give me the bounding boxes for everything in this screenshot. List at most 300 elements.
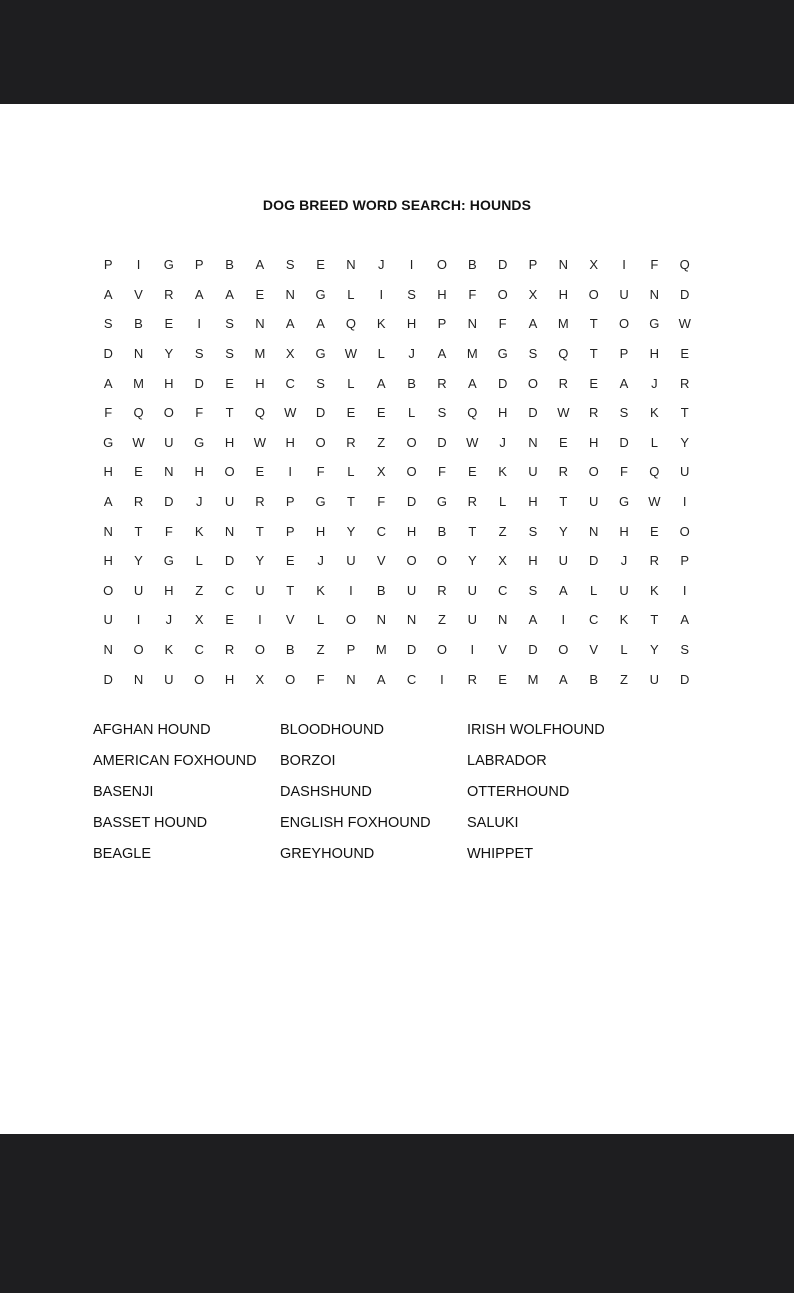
grid-letter: I: [349, 582, 353, 598]
grid-letter: J: [378, 257, 385, 273]
grid-letter: Q: [254, 405, 265, 421]
grid-letter: P: [619, 346, 629, 362]
grid-letter: M: [466, 346, 478, 362]
grid-letter: B: [225, 257, 234, 273]
grid-letter: C: [194, 642, 204, 658]
grid-letter: U: [346, 553, 356, 569]
grid-letter: K: [316, 582, 325, 598]
grid-letter: Y: [650, 642, 659, 658]
grid-letter: P: [103, 257, 113, 273]
grid-letter: E: [255, 286, 265, 302]
grid-letter: O: [103, 582, 114, 598]
grid-letter: H: [103, 464, 113, 480]
grid-letter: L: [650, 434, 658, 450]
grid-letter: M: [254, 346, 266, 362]
word-column: [93, 721, 257, 876]
grid-letter: S: [528, 582, 538, 598]
page-title: DOG BREED WORD SEARCH: HOUNDS: [262, 197, 532, 213]
grid-letter: Q: [558, 346, 569, 362]
grid-letter: E: [225, 612, 234, 628]
grid-letter: B: [589, 671, 598, 687]
grid-letter: H: [164, 582, 174, 598]
grid-letter: O: [527, 375, 539, 391]
grid-letter: C: [224, 582, 235, 598]
grid-letter: T: [225, 405, 234, 421]
grid-letter: N: [133, 346, 144, 362]
grid-letter: A: [467, 375, 477, 391]
grid-letter: T: [286, 582, 295, 598]
grid-letter: W: [648, 494, 661, 510]
grid-letter: F: [195, 405, 204, 421]
grid-letter: R: [133, 494, 144, 510]
grid-letter: N: [255, 316, 265, 332]
grid-letter: D: [528, 642, 538, 658]
grid-letter: D: [680, 671, 690, 687]
grid-letter: I: [682, 494, 687, 510]
grid-letter: F: [316, 464, 325, 480]
grid-letter: E: [285, 553, 295, 569]
grid-letter: E: [134, 464, 143, 480]
grid-row: [93, 635, 700, 665]
grid-letter: G: [103, 434, 114, 450]
grid-letter: O: [133, 642, 144, 658]
grid-letter: R: [680, 375, 690, 391]
grid-letter: O: [194, 671, 205, 687]
grid-letter: U: [558, 553, 569, 569]
grid-letter: W: [132, 434, 145, 450]
word-item: BASSET HOUND: [93, 815, 208, 831]
grid-letter: H: [558, 286, 569, 302]
grid-letter: A: [680, 612, 690, 628]
grid-letter: N: [164, 464, 174, 480]
grid-letter: Q: [679, 257, 690, 273]
grid-letter: L: [347, 375, 355, 391]
grid-letter: O: [406, 464, 417, 480]
grid-letter: H: [255, 375, 265, 391]
grid-letter: C: [406, 671, 417, 687]
grid-letter: R: [437, 582, 447, 598]
grid-letter: P: [680, 553, 690, 569]
grid-letter: F: [468, 286, 477, 302]
grid-letter: V: [134, 286, 143, 302]
grid-letter: S: [225, 316, 234, 332]
grid-letter: S: [528, 523, 538, 539]
grid-letter: T: [650, 612, 659, 628]
grid-letter: Y: [558, 523, 568, 539]
grid-letter: P: [528, 257, 538, 273]
grid-row: [93, 339, 700, 369]
grid-letter: O: [345, 612, 356, 628]
grid-letter: L: [590, 582, 598, 598]
grid-letter: N: [103, 642, 113, 658]
grid-letter: K: [650, 405, 659, 421]
grid-letter: O: [588, 286, 599, 302]
grid-letter: I: [561, 612, 566, 628]
grid-letter: N: [346, 257, 356, 273]
grid-letter: J: [317, 553, 324, 569]
grid-letter: I: [136, 612, 141, 628]
word-item: BEAGLE: [93, 846, 152, 862]
grid-letter: V: [285, 612, 295, 628]
grid-letter: X: [528, 286, 538, 302]
grid-letter: T: [134, 523, 143, 539]
word-item: GREYHOUND: [280, 846, 375, 862]
grid-letter: G: [315, 494, 326, 510]
grid-letter: Y: [164, 346, 174, 362]
grid-letter: S: [285, 257, 295, 273]
grid-letter: R: [164, 286, 174, 302]
grid-letter: S: [103, 316, 113, 332]
grid-row: [93, 368, 700, 398]
grid-letter: N: [224, 523, 235, 539]
grid-letter: A: [103, 375, 113, 391]
grid-letter: L: [499, 494, 507, 510]
grid-letter: K: [619, 612, 629, 628]
grid-row: [93, 664, 700, 694]
bottom-dark-bar: [0, 1134, 794, 1293]
grid-letter: K: [376, 316, 386, 332]
grid-letter: S: [407, 286, 416, 302]
grid-letter: T: [255, 523, 264, 539]
grid-letter: X: [285, 346, 295, 362]
grid-letter: D: [103, 671, 113, 687]
grid-letter: X: [498, 553, 507, 569]
word-item: DASHSHUND: [280, 784, 372, 800]
grid-letter: H: [528, 494, 538, 510]
grid-letter: A: [285, 316, 295, 332]
grid-letter: K: [194, 523, 204, 539]
grid-letter: N: [133, 671, 144, 687]
grid-row: [93, 398, 700, 428]
grid-letter: N: [346, 671, 356, 687]
grid-letter: I: [288, 464, 293, 480]
word-item: BORZOI: [280, 753, 336, 769]
grid-letter: H: [406, 316, 417, 332]
grid-letter: I: [136, 257, 141, 273]
grid-letter: I: [197, 316, 202, 332]
grid-letter: I: [470, 642, 475, 658]
grid-letter: Y: [467, 553, 477, 569]
grid-letter: J: [165, 612, 173, 628]
grid-letter: V: [376, 553, 386, 569]
grid-letter: H: [649, 346, 660, 362]
grid-letter: E: [467, 464, 477, 480]
grid-letter: W: [557, 405, 570, 421]
grid-letter: F: [164, 523, 173, 539]
grid-letter: X: [194, 612, 204, 628]
grid-letter: D: [588, 553, 599, 569]
grid-letter: W: [253, 434, 267, 450]
grid-letter: H: [315, 523, 326, 539]
grid-letter: R: [558, 375, 569, 391]
word-item: AMERICAN FOXHOUND: [93, 753, 257, 769]
grid-letter: E: [346, 405, 356, 421]
grid-letter: Z: [316, 642, 325, 658]
grid-letter: G: [194, 434, 205, 450]
grid-row: [93, 280, 700, 310]
grid-letter: W: [678, 316, 691, 332]
grid-letter: J: [408, 346, 415, 362]
grid-row: [93, 250, 700, 280]
grid-letter: R: [467, 494, 477, 510]
grid-letter: S: [225, 346, 234, 362]
grid-letter: B: [467, 257, 477, 273]
grid-letter: N: [649, 286, 660, 302]
grid-letter: S: [194, 346, 204, 362]
grid-letter: J: [651, 375, 658, 391]
grid-letter: P: [437, 316, 447, 332]
grid-letter: H: [194, 464, 204, 480]
grid-letter: U: [164, 671, 174, 687]
grid-letter: I: [622, 257, 626, 273]
grid-letter: A: [316, 316, 325, 332]
grid-row: [93, 487, 700, 517]
grid-letter: X: [255, 671, 265, 687]
grid-letter: K: [164, 642, 174, 658]
grid-letter: R: [649, 553, 660, 569]
grid-letter: K: [650, 582, 659, 598]
word-item: BASENJI: [93, 784, 154, 800]
grid-letter: O: [588, 464, 599, 480]
grid-letter: Z: [377, 434, 386, 450]
grid-letter: T: [589, 316, 598, 332]
grid-row: [93, 516, 700, 546]
grid-letter: W: [344, 346, 358, 362]
grid-letter: U: [103, 612, 113, 628]
grid-letter: T: [468, 523, 477, 539]
grid-letter: B: [437, 523, 447, 539]
grid-letter: R: [467, 671, 477, 687]
grid-letter: E: [589, 375, 598, 391]
grid-letter: N: [497, 612, 508, 628]
grid-letter: A: [528, 612, 538, 628]
grid-letter: H: [406, 523, 417, 539]
grid-letter: Q: [649, 464, 660, 480]
grid-letter: O: [406, 434, 417, 450]
grid-row: [93, 546, 700, 576]
grid-letter: E: [316, 257, 325, 273]
grid-letter: R: [558, 464, 569, 480]
grid-letter: A: [225, 286, 234, 302]
grid-letter: G: [436, 494, 448, 510]
grid-letter: F: [498, 316, 507, 332]
grid-letter: U: [680, 464, 690, 480]
grid-letter: Q: [133, 405, 144, 421]
grid-letter: K: [498, 464, 507, 480]
grid-letter: L: [407, 405, 416, 421]
grid-letter: D: [164, 494, 174, 510]
grid-letter: D: [406, 642, 417, 658]
grid-letter: F: [316, 671, 325, 687]
grid-letter: A: [255, 257, 265, 273]
grid-letter: U: [164, 434, 174, 450]
grid-letter: U: [467, 612, 477, 628]
grid-letter: N: [588, 523, 599, 539]
grid-letter: L: [347, 286, 355, 302]
grid-letter: U: [588, 494, 599, 510]
grid-letter: U: [255, 582, 265, 598]
word-item: ENGLISH FOXHOUND: [280, 815, 431, 831]
grid-letter: D: [194, 375, 204, 391]
grid-letter: Z: [620, 671, 628, 687]
grid-letter: J: [195, 494, 203, 510]
grid-letter: C: [588, 612, 599, 628]
grid-letter: F: [104, 405, 113, 421]
grid-letter: H: [164, 375, 174, 391]
word-item: SALUKI: [467, 815, 519, 831]
grid-letter: A: [376, 671, 386, 687]
grid-letter: R: [588, 405, 599, 421]
grid-row: [93, 428, 700, 458]
grid-letter: Y: [346, 523, 356, 539]
grid-letter: D: [315, 405, 326, 421]
grid-letter: R: [437, 375, 447, 391]
grid-letter: E: [225, 375, 234, 391]
grid-letter: A: [103, 286, 113, 302]
grid-letter: O: [679, 523, 690, 539]
grid-row: [93, 309, 700, 339]
grid-letter: F: [650, 257, 659, 273]
grid-letter: N: [376, 612, 386, 628]
grid-letter: R: [346, 434, 356, 450]
grid-letter: S: [619, 405, 629, 421]
grid-letter: X: [589, 257, 598, 273]
grid-letter: O: [618, 316, 630, 332]
grid-letter: I: [440, 671, 444, 687]
grid-letter: L: [377, 346, 385, 362]
grid-letter: E: [558, 434, 568, 450]
grid-letter: U: [224, 494, 235, 510]
grid-letter: G: [497, 346, 508, 362]
grid-letter: O: [224, 464, 235, 480]
grid-letter: U: [619, 286, 629, 302]
grid-letter: W: [284, 405, 297, 421]
grid-letter: E: [376, 405, 386, 421]
grid-letter: D: [103, 346, 113, 362]
grid-letter: G: [163, 257, 174, 273]
grid-letter: M: [133, 375, 144, 391]
grid-letter: E: [498, 671, 507, 687]
grid-letter: O: [254, 642, 265, 658]
grid-letter: O: [406, 553, 417, 569]
grid-letter: E: [680, 346, 690, 362]
grid-letter: I: [258, 612, 262, 628]
grid-letter: F: [377, 494, 386, 510]
grid-letter: B: [134, 316, 143, 332]
grid-letter: H: [528, 553, 538, 569]
grid-letter: I: [379, 286, 384, 302]
letter-grid: [93, 250, 700, 694]
grid-letter: H: [224, 671, 235, 687]
grid-letter: D: [619, 434, 629, 450]
grid-letter: U: [649, 671, 660, 687]
grid-letter: N: [406, 612, 417, 628]
grid-letter: P: [194, 257, 204, 273]
grid-letter: U: [619, 582, 629, 598]
grid-letter: A: [376, 375, 386, 391]
grid-letter: Z: [195, 582, 204, 598]
grid-letter: H: [224, 434, 235, 450]
grid-letter: N: [558, 257, 569, 273]
grid-letter: L: [347, 464, 355, 480]
grid-letter: C: [285, 375, 295, 391]
grid-letter: P: [346, 642, 356, 658]
grid-letter: M: [557, 316, 569, 332]
grid-letter: U: [406, 582, 417, 598]
grid-letter: C: [376, 523, 386, 539]
grid-letter: G: [315, 346, 326, 362]
grid-row: [93, 457, 700, 487]
grid-letter: D: [680, 286, 690, 302]
grid-letter: S: [437, 405, 447, 421]
grid-letter: M: [527, 671, 539, 687]
word-item: IRISH WOLFHOUND: [467, 722, 605, 738]
grid-letter: D: [437, 434, 447, 450]
grid-letter: F: [437, 464, 446, 480]
top-dark-bar: [0, 0, 794, 104]
grid-letter: I: [409, 257, 414, 273]
grid-letter: R: [224, 642, 235, 658]
grid-letter: B: [407, 375, 416, 391]
grid-letter: Y: [255, 553, 265, 569]
grid-letter: N: [285, 286, 295, 302]
word-column: [467, 721, 605, 876]
grid-letter: X: [376, 464, 386, 480]
grid-letter: T: [589, 346, 598, 362]
grid-letter: E: [255, 464, 265, 480]
grid-letter: F: [620, 464, 628, 480]
grid-letter: L: [316, 612, 325, 628]
grid-letter: V: [498, 642, 507, 658]
grid-letter: H: [437, 286, 447, 302]
grid-letter: D: [497, 375, 508, 391]
grid-letter: P: [285, 494, 295, 510]
grid-letter: O: [436, 642, 448, 658]
grid-letter: P: [285, 523, 295, 539]
word-column: [280, 721, 431, 876]
grid-letter: O: [436, 257, 448, 273]
grid-letter: U: [528, 464, 538, 480]
grid-letter: C: [497, 582, 508, 598]
grid-letter: T: [559, 494, 568, 510]
grid-letter: N: [528, 434, 538, 450]
grid-letter: N: [103, 523, 113, 539]
grid-letter: Y: [680, 434, 690, 450]
grid-letter: E: [164, 316, 174, 332]
grid-letter: G: [315, 286, 326, 302]
grid-letter: D: [224, 553, 235, 569]
grid-letter: A: [558, 671, 568, 687]
grid-letter: O: [436, 553, 448, 569]
grid-letter: S: [680, 642, 690, 658]
grid-letter: J: [620, 553, 628, 569]
grid-letter: D: [528, 405, 538, 421]
word-item: LABRADOR: [467, 753, 547, 769]
grid-letter: L: [195, 553, 203, 569]
grid-letter: H: [103, 553, 113, 569]
grid-letter: H: [619, 523, 629, 539]
grid-letter: V: [589, 642, 598, 658]
grid-letter: H: [497, 405, 508, 421]
grid-letter: G: [618, 494, 630, 510]
word-item: OTTERHOUND: [467, 784, 570, 800]
grid-letter: G: [163, 553, 174, 569]
grid-row: [93, 605, 700, 635]
grid-letter: A: [558, 582, 568, 598]
grid-letter: S: [316, 375, 325, 391]
grid-letter: J: [499, 434, 506, 450]
grid-letter: A: [437, 346, 447, 362]
